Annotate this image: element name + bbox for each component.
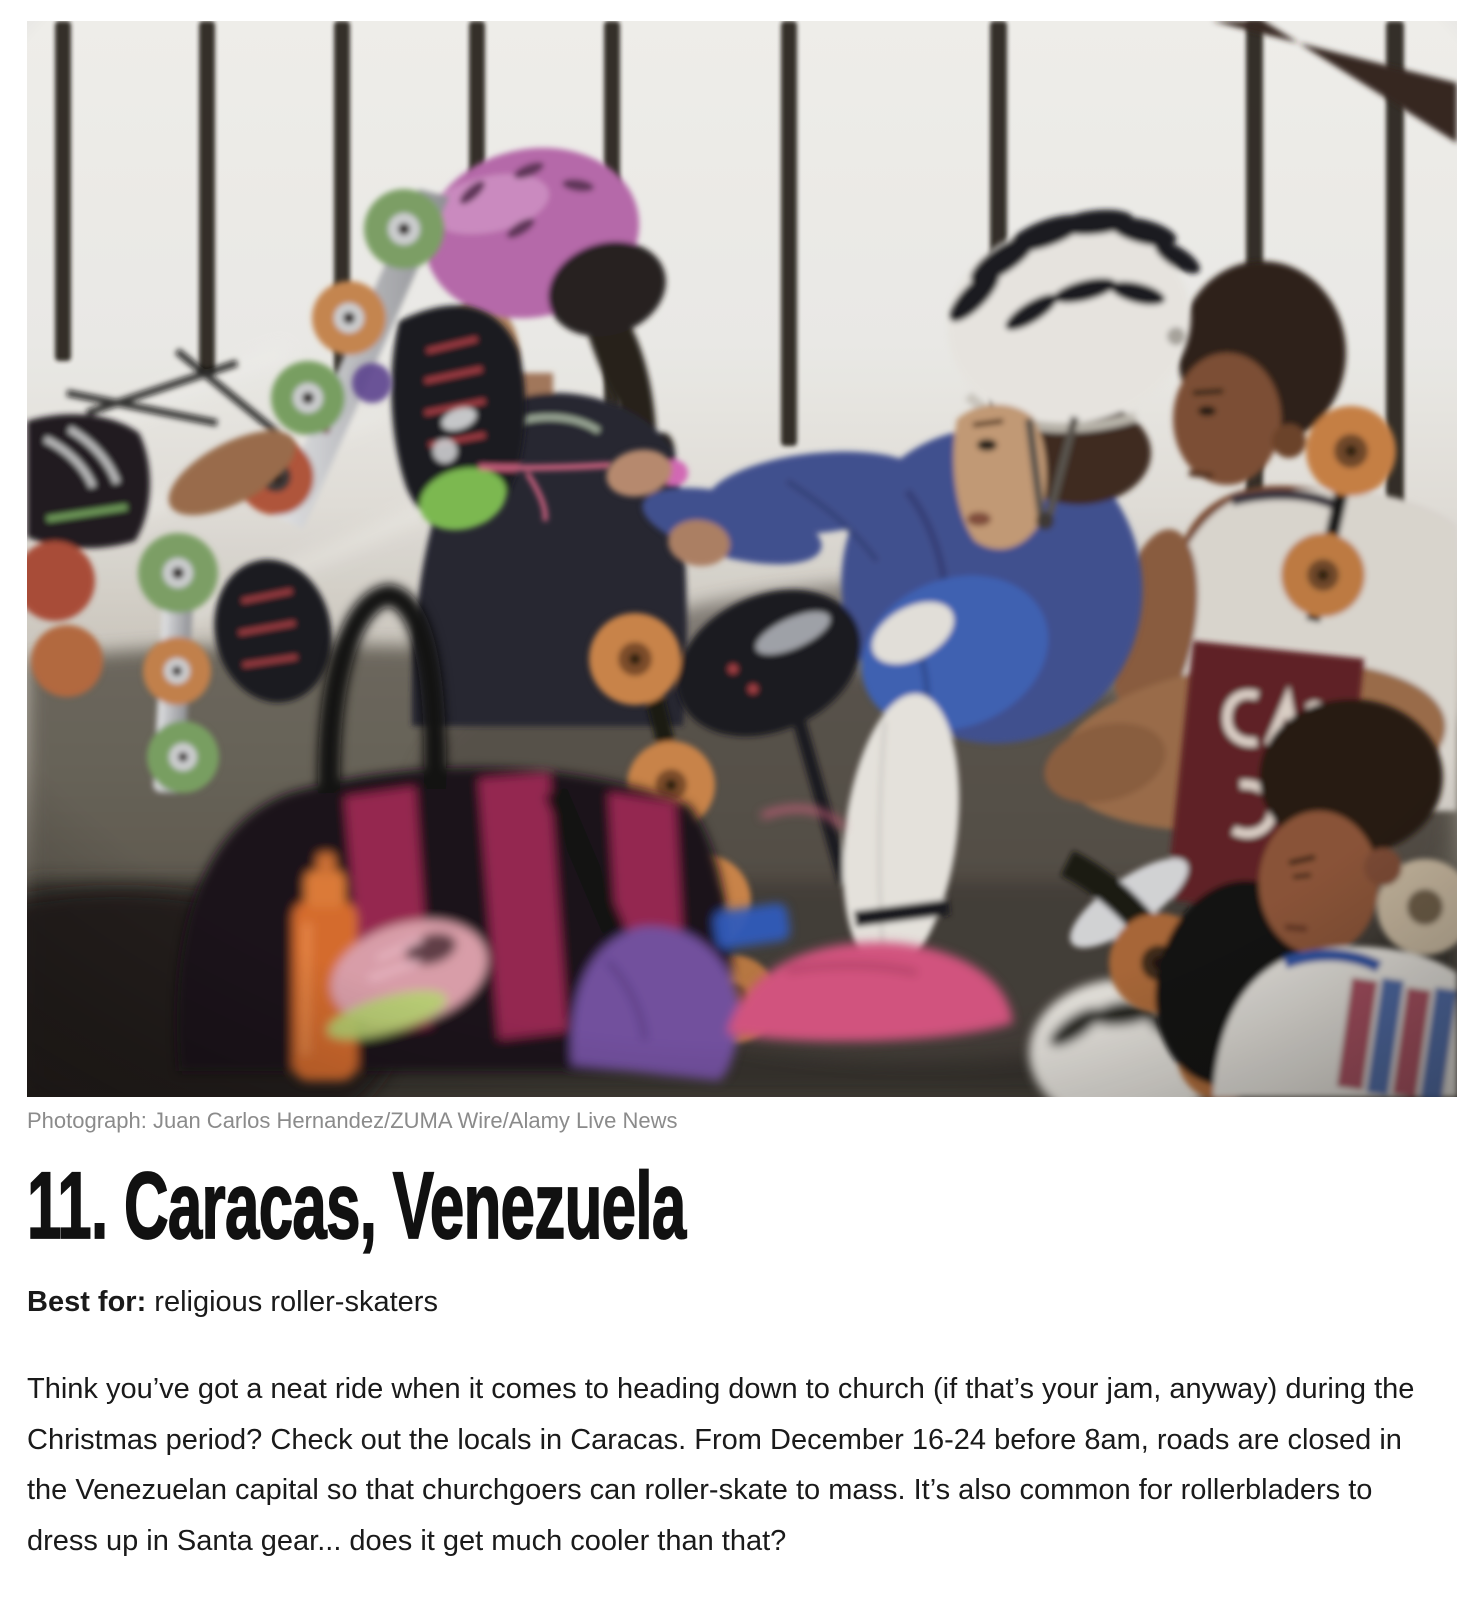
photo-illustration <box>27 21 1457 1097</box>
photo-caption: Photograph: Juan Carlos Hernandez/ZUMA Wire/Alamy Live News <box>27 1108 678 1133</box>
best-for-line <box>27 1282 1449 1322</box>
best-for-label: Best for: <box>27 1286 147 1318</box>
article-paragraph: Think you’ve got a neat ride when it comes to heading down to church (if that’s your jam, anyway) during the Christmas period? Check out the locals in Caracas. From December 16-24 before 8am, roads are closed in the Venezuelan capital so that churchgoers can roller-skate to mass. It’s also common for rollerbladers to dress up in Santa gear... does it get much cooler than that? <box>27 1373 1415 1557</box>
section-heading-text: 11. Caracas, Venezuela <box>27 1153 686 1259</box>
article-photo <box>27 21 1457 1097</box>
best-for-value: religious roller-skaters <box>154 1286 438 1318</box>
section-heading <box>27 1153 1449 1259</box>
article-figure <box>0 21 1476 1134</box>
